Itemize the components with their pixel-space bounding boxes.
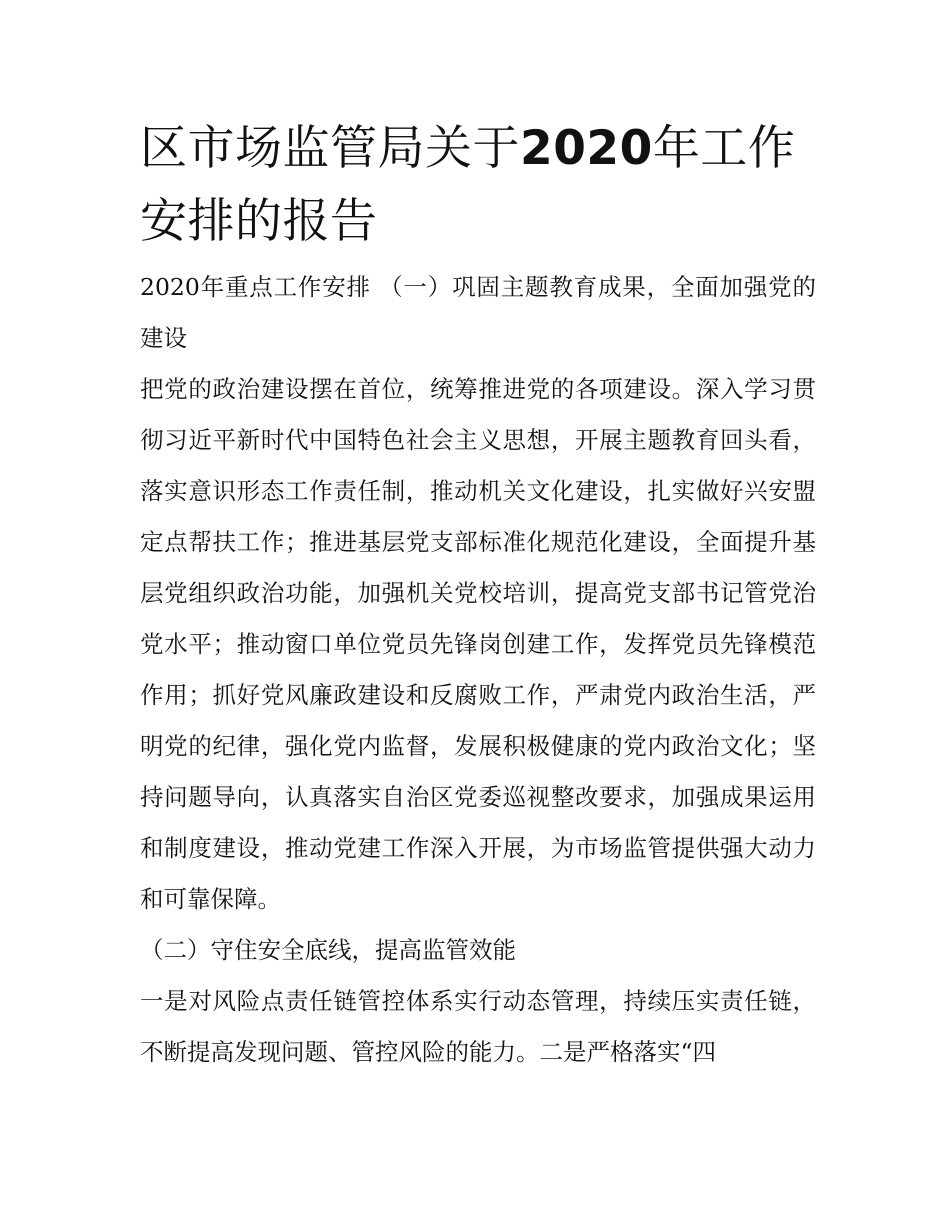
document-page: [140, 112, 816, 1078]
document-title: [140, 112, 816, 258]
body-paragraph-1: 把党的政治建设摆在首位，统筹推进党的各项建设。深入学习贯彻习近平新时代中国特色社会主义思想，开展主题教育回头看，落实意识形态工作责任制，推动机关文化建设，扎实做好兴安盟定点帮扶工作；推进基层党支部标准化规范化建设，全面提升基层党组织政治功能，加强机关党校培训，提高党支部书记管党治党水平；推动窗口单位党员先锋岗创建工作，发挥党员先锋模范作用；抓好党风廉政建设和反腐败工作，严肃党内政治生活，严明党的纪律，强化党内监督，发展积极健康的党内政治文化；坚持问题导向，认真落实自治区党委巡视整改要求，加强成果运用和制度建设，推动党建工作深入开展，为市场监管提供强大动力和可靠保障。: [140, 375, 816, 913]
title-year: 2020: [520, 121, 653, 176]
section-heading-2: （二）守住安全底线，提高监管效能: [140, 936, 516, 964]
title-suffix: 年工作安排的报告: [140, 121, 796, 249]
section-heading-1: 2020年重点工作安排 （一）巩固主题教育成果，全面加强党的建设: [140, 273, 816, 352]
title-prefix: 区市场监管局关于: [140, 121, 520, 176]
body-paragraph-2: 一是对风险点责任链管控体系实行动态管理，持续压实责任链，不断提高发现问题、管控风险的能力。二是严格落实“四: [140, 987, 816, 1066]
